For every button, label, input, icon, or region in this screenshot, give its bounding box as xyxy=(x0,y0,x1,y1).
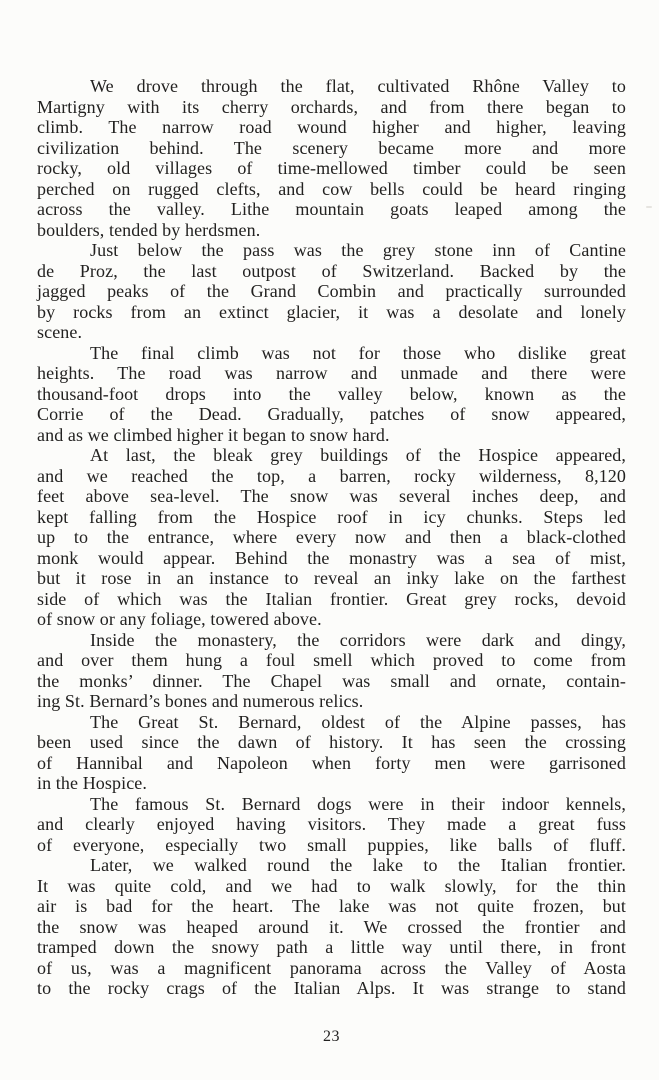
text-line: the monks’ dinner. The Chapel was small and ornate, contain- xyxy=(37,670,626,691)
text-line: We drove through the flat, cultivated Rhône Valley to xyxy=(90,76,626,96)
text-line: the snow was heaped around it. We crossed the frontier and xyxy=(37,916,626,937)
text-line: of snow or any foliage, towered above. xyxy=(37,609,322,629)
text-line: to the rocky crags of the Italian Alps. It was strange to stand xyxy=(37,978,626,998)
paragraph xyxy=(37,240,626,343)
text-line: heights. The road was narrow and unmade and there were xyxy=(37,363,626,383)
text-line: and we reached the top, a barren, rocky wilderness, 8,120 xyxy=(37,465,626,486)
text-line: climb. The narrow road wound higher and higher, leaving xyxy=(37,117,626,137)
text-line: Corrie of the Dead. Gradually, patches of snow appeared, xyxy=(37,404,626,424)
text-line: of us, was a magnificent panorama across the Valley of Aosta xyxy=(37,957,626,978)
text-line: rocky, old villages of time-mellowed timber could be seen xyxy=(37,158,626,178)
text-line: air is bad for the heart. The lake was not quite frozen, but xyxy=(37,896,626,916)
text-line: been used since the dawn of history. It has seen the crossing xyxy=(37,732,626,752)
text-line: scene. xyxy=(37,322,83,342)
text-line: of Hannibal and Napoleon when forty men were garrisoned xyxy=(37,752,626,773)
page-number: 23 xyxy=(323,1028,340,1045)
text-line: The Great St. Bernard, oldest of the Alpine passes, has xyxy=(90,711,626,732)
paragraph xyxy=(37,343,626,446)
text-line: and as we climbed higher it began to snow hard. xyxy=(37,424,390,445)
paragraph xyxy=(37,794,626,856)
text-line: of everyone, especially two small puppies, like balls of fluff. xyxy=(37,834,626,855)
text-line: tramped down the snowy path a little way until there, in front xyxy=(37,937,626,957)
text-line: It was quite cold, and we had to walk slowly, for the thin xyxy=(37,875,626,896)
text-line: The famous St. Bernard dogs were in their indoor kennels, xyxy=(90,793,626,814)
paragraph xyxy=(37,630,626,712)
text-line: but it rose in an instance to reveal an inky lake on the farthest xyxy=(37,568,626,588)
scan-artifact xyxy=(646,206,652,208)
text-line: in the Hospice. xyxy=(37,773,147,793)
text-line: de Proz, the last outpost of Switzerland. Backed by the xyxy=(37,260,626,281)
page-text xyxy=(37,76,626,999)
text-line: Inside the monastery, the corridors were dark and dingy, xyxy=(90,629,626,650)
text-line: boulders, tended by herdsmen. xyxy=(37,219,261,240)
paragraph xyxy=(37,855,626,999)
text-line: across the valley. Lithe mountain goats leaped among the xyxy=(37,199,626,219)
text-line: jagged peaks of the Grand Combin and practically surrounded xyxy=(37,281,626,301)
text-line: civilization behind. The scenery became more and more xyxy=(37,137,626,158)
text-line: by rocks from an extinct glacier, it was a desolate and lonely xyxy=(37,301,626,322)
text-line: ing St. Bernard’s bones and numerous relics. xyxy=(37,691,364,711)
text-line: thousand-foot drops into the valley below, known as the xyxy=(37,383,626,404)
text-line: and clearly enjoyed having visitors. They made a great fuss xyxy=(37,814,626,834)
text-line: At last, the bleak grey buildings of the Hospice appeared, xyxy=(90,445,626,465)
text-line: Later, we walked round the lake to the Italian frontier. xyxy=(90,855,626,875)
text-line: up to the entrance, where every now and then a black-clothed xyxy=(37,527,626,547)
text-line: The final climb was not for those who dislike great xyxy=(90,342,626,363)
paragraph xyxy=(37,76,626,240)
paragraph xyxy=(37,712,626,794)
text-line: kept falling from the Hospice roof in icy chunks. Steps led xyxy=(37,506,626,527)
paragraph xyxy=(37,445,626,630)
text-line: Just below the pass was the grey stone inn of Cantine xyxy=(90,240,626,260)
text-line: Martigny with its cherry orchards, and from there began to xyxy=(37,96,626,117)
text-line: feet above sea-level. The snow was several inches deep, and xyxy=(37,486,626,506)
text-line: perched on rugged clefts, and cow bells could be heard ringing xyxy=(37,178,626,199)
text-line: side of which was the Italian frontier. Great grey rocks, devoid xyxy=(37,588,626,609)
text-line: monk would appear. Behind the monastry was a sea of mist, xyxy=(37,547,626,568)
text-line: and over them hung a foul smell which proved to come from xyxy=(37,650,626,670)
